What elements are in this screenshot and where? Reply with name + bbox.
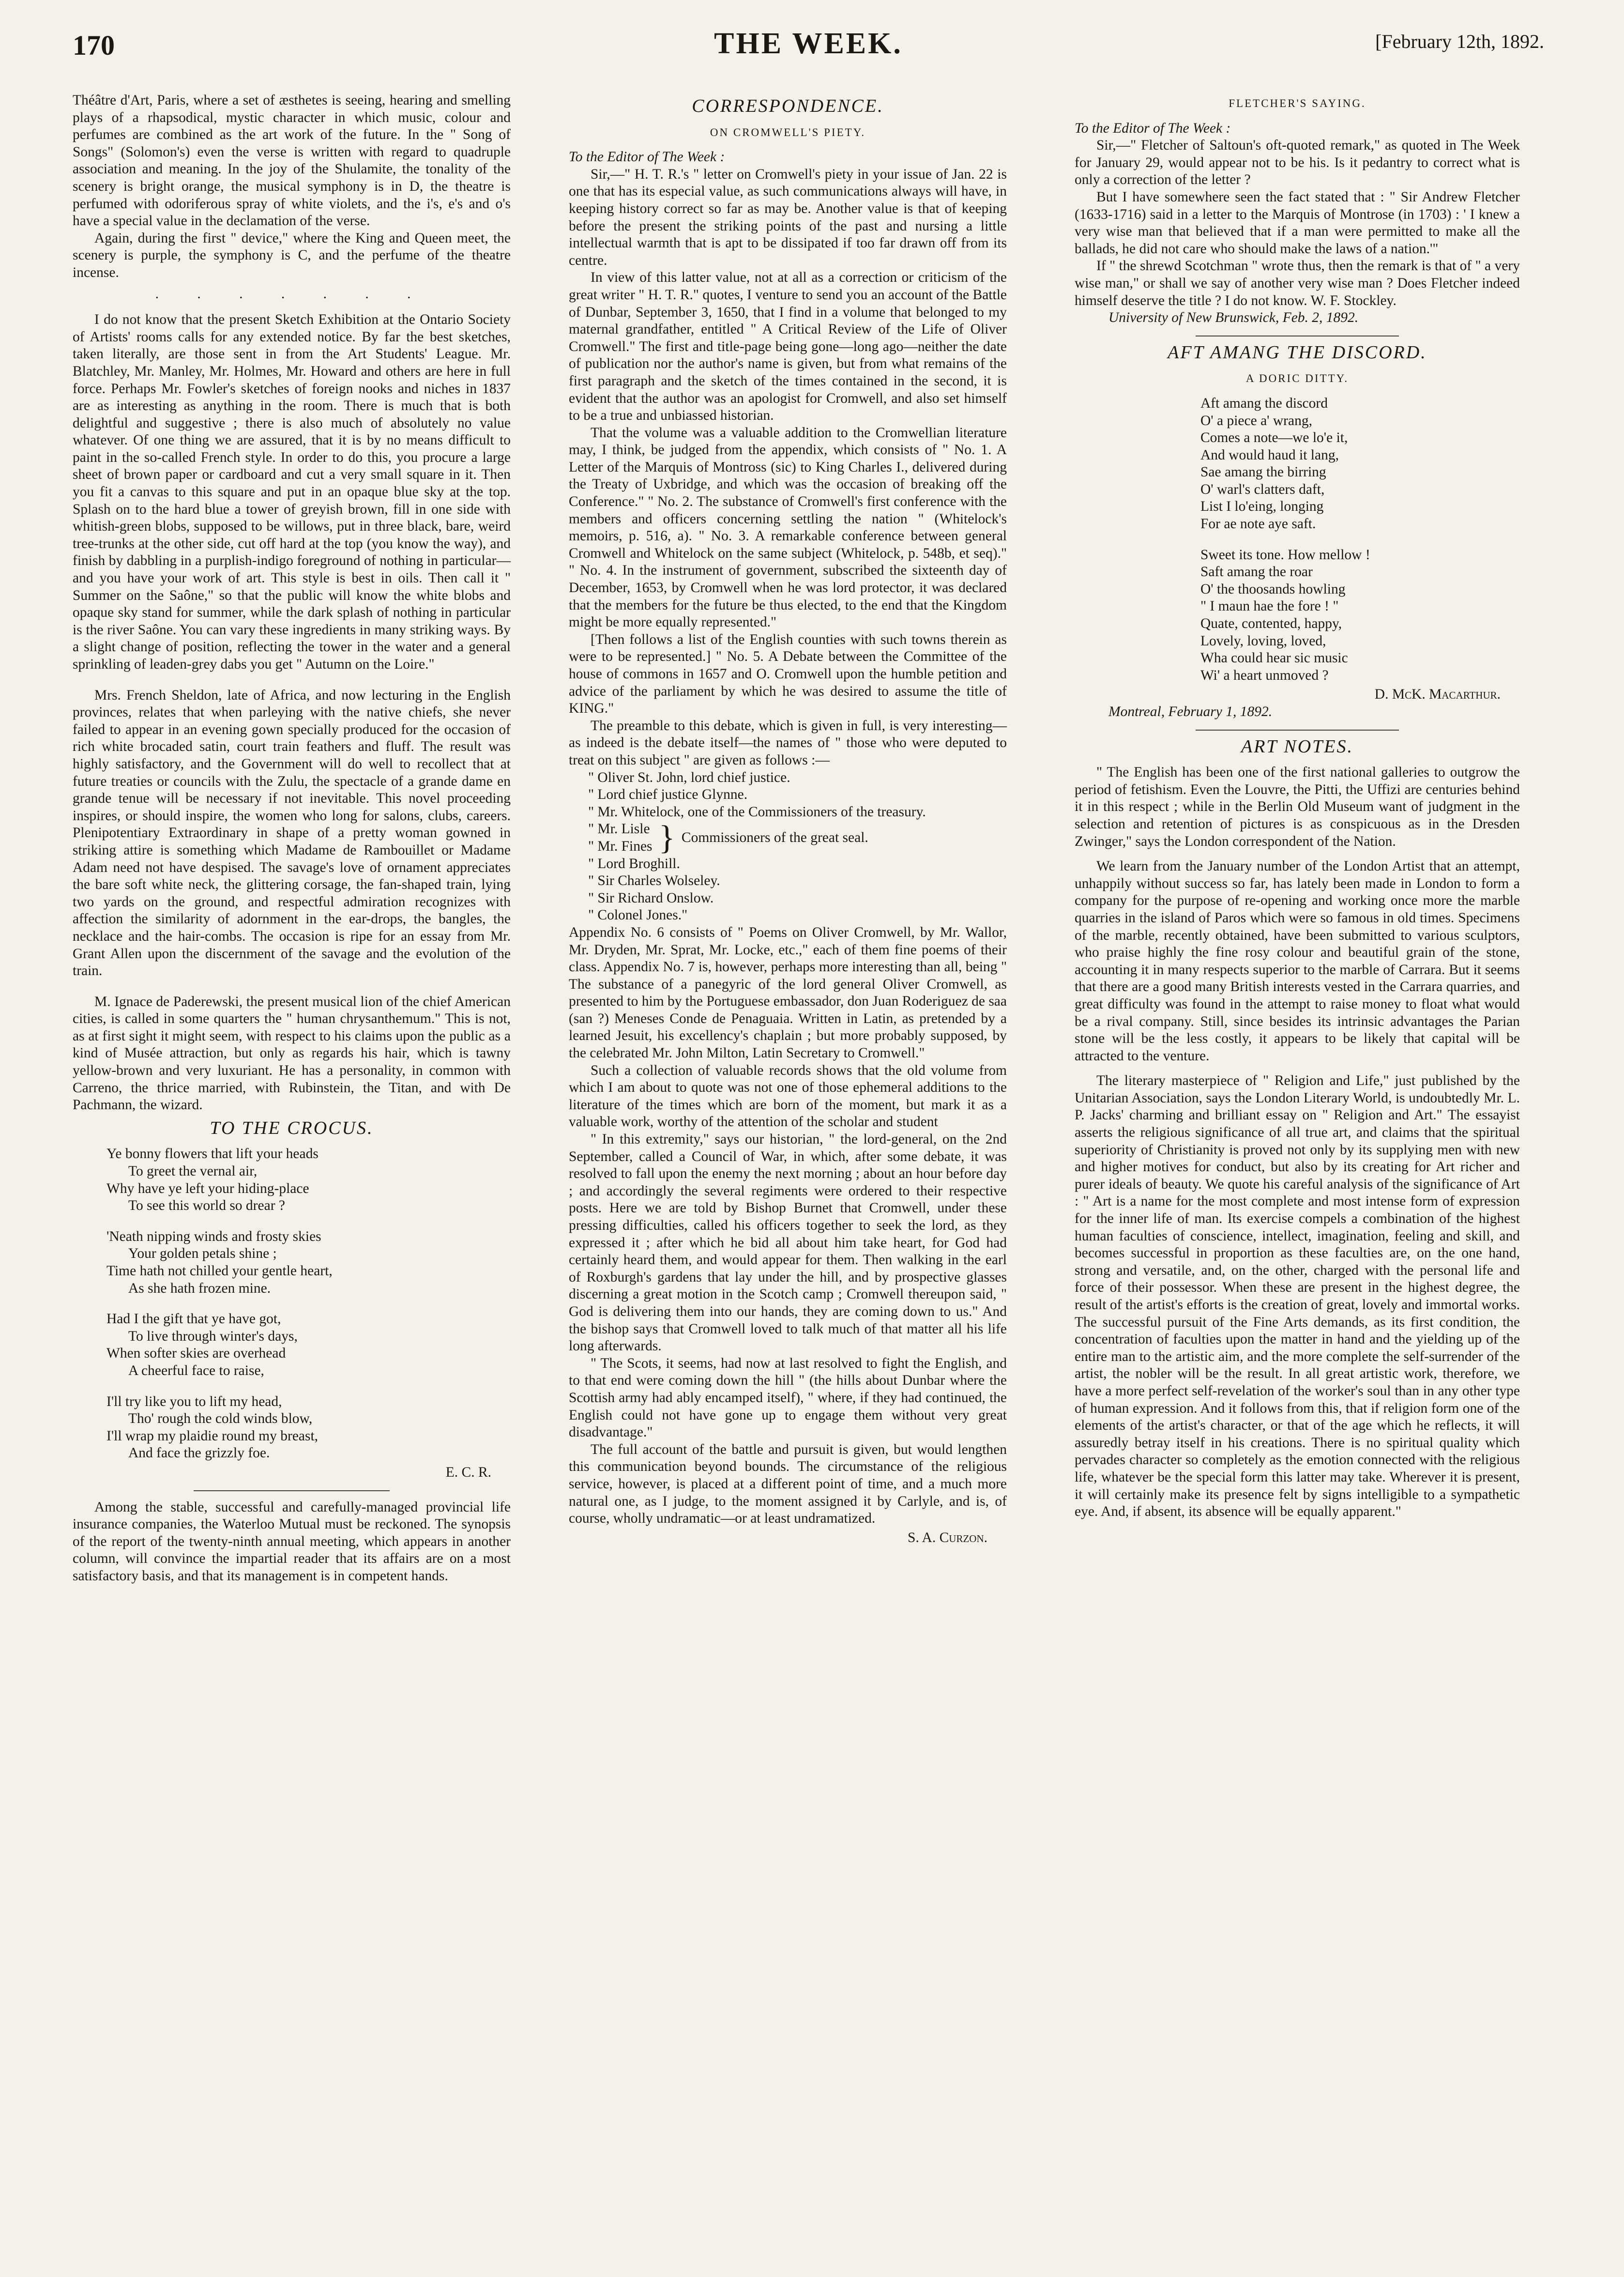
poem-line: And would haud it lang, xyxy=(1200,447,1339,463)
section-dots: . . . . . . . xyxy=(155,286,428,302)
list-item: " Oliver St. John, lord chief justice. xyxy=(588,769,790,785)
paragraph: But I have somewhere seen the fact stated that : " Sir Andrew Fletcher (1633-1716) said in a letter to the Marquis of Montrose (in 1703) : ' I knew a very wise man that believed that if a man were permitted to make all the ballads, he did not care who should make the laws of a nation.'" xyxy=(1075,189,1520,257)
section-heading: ART NOTES. xyxy=(1241,736,1353,757)
poem-line: Quate, contented, happy, xyxy=(1200,616,1342,632)
paragraph: Appendix No. 6 consists of " Poems on Oliver Cromwell, by Mr. Wallor, Mr. Dryden, Mr. Sprat, Mr. Locke, etc.," each of them fine poems of their class. Appendix No. 7 is, however, perhaps more interesting than all, being " The substance of a panegyric of the lord general Oliver Cromwell, as presented to him by the Portuguese embassador, don Juan Roderiguez de saa (san ?) Meneses Conde de Penaguaia. Written in Latin, as pretended by a learned Jesuit, his excellency's chaplain ; but more probably supposed, by the celebrated Mr. John Milton, Latin Secretary to Cromwell." xyxy=(569,924,1007,1061)
divider xyxy=(1196,730,1399,731)
poem-line: I'll try like you to lift my head, xyxy=(106,1393,282,1409)
column-2 xyxy=(569,92,1007,1546)
poem-line: Saft amang the roar xyxy=(1200,564,1313,580)
poem-subtitle: A DORIC DITTY. xyxy=(1245,372,1349,385)
names-list xyxy=(569,769,1007,924)
paragraph: Théâtre d'Art, Paris, where a set of æsthetes is seeing, hearing and smelling plays of a rhapsodical, mystic character in which music, colour and perfumes are combined as the art work of the future. In the " Song of Songs" (Solomon's) even the verse is written with regard to quadruple association and meaning. In the joy of the Shulamite, the tonality of the scenery is bright orange, the musical symphony is in D, the theatre is perfumed with odoriferous spray of white violets, and the i's, e's and o's have a special value in the declamation of the verse. xyxy=(73,92,511,229)
poem xyxy=(73,1146,511,1462)
poem-line: Your golden petals shine ; xyxy=(128,1246,277,1262)
poem-place: Montreal, February 1, 1892. xyxy=(1108,704,1273,719)
poem-line: Ye bonny flowers that lift your heads xyxy=(106,1146,319,1162)
paragraph: Such a collection of valuable records shows that the old volume from which I am about to quote was not one of those ephemeral additions to the literature of the times which are born of the moment, but mark it as a valuable work, worthy of the attention of the scholar and student xyxy=(569,1062,1007,1130)
poem-line: Aft amang the discord xyxy=(1200,395,1328,411)
poem-line: To see this world so drear ? xyxy=(128,1198,285,1214)
poem-line: Why have ye left your hiding-place xyxy=(106,1180,309,1196)
paragraph: Again, during the first " device," where the King and Queen meet, the scenery is purple, the symphony is C, and the perfume of the theatre incense. xyxy=(73,230,511,280)
poem-line: O' a piece a' wrang, xyxy=(1200,413,1312,428)
poem-line: List I lo'eing, longing xyxy=(1200,499,1324,515)
letter-subhead: ON CROMWELL'S PIETY. xyxy=(710,126,866,138)
poem-line: Sae amang the birring xyxy=(1200,464,1326,480)
brace-label: Commissioners of the great seal. xyxy=(681,830,868,846)
poem-line: Had I the gift that ye have got, xyxy=(106,1311,281,1327)
poem-line: " I maun hae the fore ! " xyxy=(1200,598,1339,614)
poem-line: I'll wrap my plaidie round my breast, xyxy=(106,1428,319,1444)
poem-line: And face the grizzly foe. xyxy=(128,1445,270,1461)
poem xyxy=(1075,395,1520,685)
paragraph: M. Ignace de Paderewski, the present musical lion of the chief American cities, is called in some quarters the " human chrysanthemum." This is not, as at first sight it might seem, with respect to his claims upon the public as a kind of Musée attraction, but only as regards his hair, which is tawny yellow-brown and very luxuriant. He has a personality, in common with Carreno, the thrice married, with Rubinstein, the Titan, and with De Pachmann, the wizard. xyxy=(73,993,511,1113)
poem-line: Time hath not chilled your gentle heart, xyxy=(106,1263,333,1279)
poem-signature: D. McK. Macarthur. xyxy=(1374,687,1501,703)
brace-group xyxy=(588,821,1007,855)
letter-signature: S. A. Curzon. xyxy=(908,1529,987,1545)
paragraph: Sir,—" H. T. R.'s " letter on Cromwell's piety in your issue of Jan. 22 is one that has its especial value, as such communications always will have, in keeping history correct so far as may be. Another value is that of keeping before the present the striking points of the past and nursing a little intellectual warmth that is apt to be dissipated if too far drawn off from its centre. xyxy=(569,166,1007,268)
list-item: " Sir Charles Wolseley. xyxy=(588,873,720,889)
poem-title: TO THE CROCUS. xyxy=(210,1117,374,1138)
paragraph: Among the stable, successful and carefully-managed provincial life insurance companies, the Waterloo Mutual must be reckoned. The synopsis of the report of the twenty-ninth annual meeting, which appears in another column, will convince the impartial reader that its affairs are on a most satisfactory basis, and that its management is in competent hands. xyxy=(73,1499,511,1584)
divider xyxy=(194,1490,390,1491)
poem-line: For ae note aye saft. xyxy=(1200,516,1316,532)
list-item: " Sir Richard Onslow. xyxy=(588,890,714,906)
paragraph: [Then follows a list of the English counties with such towns therein as were to be represented.] " No. 5. A Debate between the Committee of the house of commons in 1657 and O. Cromwell upon the humble petition and advice of the parliament by which he was desired to assume the title of KING." xyxy=(569,631,1007,717)
paragraph: Sir,—" Fletcher of Saltoun's oft-quoted remark," as quoted in The Week for January 29, would appear not to be his. Is it pedantry to correct what is only a correction of the letter ? xyxy=(1075,138,1520,188)
paragraph: In view of this latter value, not at all as a correction or criticism of the great writer " H. T. R." quotes, I venture to send you an account of the Battle of Dunbar, September 3, 1650, that I find in a volume that belonged to my maternal grandfather, entitled " A Critical Review of the Life of Oliver Cromwell." The first and title-page being gone—long ago—neither the date of publication nor the author's name is given, but from what remains of the first paragraph and the sketch of the times contained in the second, it is evident that the author was an apologist for Cromwell, and also set himself to be a true and unbiassed historian. xyxy=(569,270,1007,424)
list-item: " Colonel Jones." xyxy=(588,907,688,923)
masthead-title: THE WEEK. xyxy=(714,27,903,60)
issue-date: [February 12th, 1892. xyxy=(1375,31,1544,52)
poem-line: When softer skies are overhead xyxy=(106,1345,286,1361)
page-header xyxy=(73,19,1544,77)
column-1 xyxy=(73,92,511,1585)
poem-line: Wha could hear sic music xyxy=(1200,650,1348,666)
paragraph: " In this extremity," says our historian, " the lord-general, on the 2nd September, called a Council of War, in which, after some debate, it was resolved to fall upon the enemy the next morning ; about an hour before day ; and accordingly the several regiments were ordered to their respective posts. Here we are told by Bishop Burnet that Cromwell, under these pressing difficulties, called his officers together to seek the lord, as they expressed it ; after which he bid all about him take heart, for God had certainly heard them, and would appear for them. Then walking in the earl of Roxburgh's gardens that lay under the hill, and by prospective glasses discerning a great motion in the Scotch camp ; Cromwell thereupon said, " God is delivering them into our hands, they are coming down to us." And the bishop says that Cromwell loved to talk much of that matter all his life long afterwards. xyxy=(569,1131,1007,1354)
poem-line: Tho' rough the cold winds blow, xyxy=(128,1411,313,1427)
section-heading: CORRESPONDENCE. xyxy=(692,96,884,116)
paragraph: " The Scots, it seems, had now at last resolved to fight the English, and to that end were coming down the hill " (the hills about Dunbar where the Scottish army had ably encamped itself), " where, if they had continued, the English could not have gone up to engage them without very great disadvantage." xyxy=(569,1355,1007,1440)
brace-icon: } xyxy=(658,819,675,856)
paragraph: I do not know that the present Sketch Exhibition at the Ontario Society of Artists' rooms calls for any extended notice. By far the best sketches, taken literally, are those sent in from the Art Students' League. Mr. Blatchley, Mr. Manley, Mr. Holmes, Mr. Howard and others are here in full force. Perhaps Mr. Fowler's sketches of foreign nooks and niches in 1837 are as interesting as anything in the room. There is much that is both delightful and suggestive ; there is also much of absolutely no value whatever. Of one thing we are assured, that it is by no means difficult to paint in the so-called French style. In order to do this, you procure a large sheet of brown paper or cardboard and cut a very small square in it. Then you fit a canvas to this square and put in an opaque blue sky at the top. Splash on to the hard blue a tower of greyish brown, fill in one side with whitish-green blobs, supposed to be willows, put in three black, bare, weird tree-trunks at the other side, cut off hard at the top (you know the way), and finish by dabbling in a purplish-indigo foreground of nothing in particular—and you have your work of art. This style is best in oils. Then call it " Summer on the Saône," so that the public will know the white blobs and opaque sky stand for summer, while the dark splash of nothing in particular is the river Saône. You can vary these ingredients in many striking ways. By a slight change of position, reflecting the tower in the water and a general sprinkling of leaden-grey dabs you get " Autumn on the Loire." xyxy=(73,312,511,672)
poem-line: Wi' a heart unmoved ? xyxy=(1200,667,1329,683)
poem-line: Comes a note—we lo'e it, xyxy=(1200,430,1348,446)
poem-line: O' warl's clatters daft, xyxy=(1200,481,1325,497)
paragraph: " The English has been one of the first national galleries to outgrow the period of fetishism. Even the Louvre, the Pitti, the Uffizi are centuries behind it in this respect ; while in the Berlin Old Museum want of judgment in the selection and retention of pictures is as conspicuous as in the Dresden Zwinger," says the London correspondent of the Nation. xyxy=(1075,764,1520,849)
poem-line: A cheerful face to raise, xyxy=(128,1362,264,1378)
list-item: " Mr. Whitelock, one of the Commissioners of the treasury. xyxy=(588,804,926,820)
poem-line: Lovely, loving, loved, xyxy=(1200,633,1326,649)
column-3 xyxy=(1075,92,1520,1521)
salutation: To the Editor of The Week : xyxy=(569,149,725,165)
paragraph: The literary masterpiece of " Religion and Life," just published by the Unitarian Association, says the London Literary World, is undoubtedly Mr. L. P. Jacks' charming and brilliant essay on " Religion and Art." The essayist asserts the religious significance of all true art, and claims that the spiritual superiority of Christianity is proved not only by its supplying men with new and higher motives for conduct, but also by its creating for Art richer and purer ideals of beauty. We quote his careful analysis of the significance of Art : " Art is a name for the most complete and most intense form of expression for the inner life of man. Its exercise compels a combination of the highest human faculties of conscience, intellect, imagination, feeling and skill, and becomes successful in proportion as these faculties are, on the one hand, strong and versatile, and, on the other, charged with the personal life and force of their possessor. When these are present in the highest degree, the result of the artist's efforts is the creation of great, lovely and immortal works. The successful pursuit of the Fine Arts demands, as its first condition, the concentration of faculties upon the matter in hand and the yielding up of the entire man to the artistic aim, and the more complete the self-surrender of the artist, the nobler will be the result. In all great artistic work, therefore, we have a more perfect self-revelation of the worker's soul than in any other type of human expression. And it follows from this, that if religion form one of the elements of the artist's character, or that of the age which he reflects, it will assuredly betray itself in his creations. There is no spiritual quality which pervades character so completely as the emotion connected with the religious life, whatever be the special form this latter may take. Wherever it is present, it will certainly make its presence felt by signs intelligible to a sympathetic eye. And, if absent, its absence will be equally apparent." xyxy=(1075,1073,1520,1520)
poem-line: As she hath frozen mine. xyxy=(128,1280,271,1296)
paragraph: That the volume was a valuable addition to the Cromwellian literature may, I think, be judged from the appendix, which consists of " No. 1. A Letter of the Marquis of Montross (sic) to King Charles I., delivered during the Treaty of Uxbridge, and which was the occasion of breaking off the Conference." " No. 2. The substance of Cromwell's first conference with the members and officers concerning settling the nation " (Whitelock's memoirs, p. 516, a). " No. 3. A remarkable conference between general Cromwell and Whitelock on the same subject (Whitelock, p. 548b, et seq)." " No. 4. In the instrument of government, subscribed the sixteenth day of December, 1653, by Cromwell when he was lord protector, it was declared that the members for the future be thus elected, to the end that the Kingdom might be more equally represented." xyxy=(569,425,1007,630)
list-item: " Mr. Lisle xyxy=(588,821,650,837)
brace-names xyxy=(588,821,653,855)
list-item: " Lord Broghill. xyxy=(588,856,680,871)
paragraph: The preamble to this debate, which is given in full, is very interesting—as indeed is the debate itself—the names of " those who were deputed to treat on this subject " are given as follows :— xyxy=(569,718,1007,768)
letter-place: University of New Brunswick, Feb. 2, 1892. xyxy=(1108,310,1359,326)
poem-line: Sweet its tone. How mellow ! xyxy=(1200,547,1370,563)
poem-title: AFT AMANG THE DISCORD. xyxy=(1168,342,1427,363)
poem-signature: E. C. R. xyxy=(445,1464,491,1480)
paragraph: If " the shrewd Scotchman " wrote thus, then the remark is that of " a very wise man," or shall we say of another very wise man ? Does Fletcher indeed himself deserve the title ? I do not know. W. F. Stockley. xyxy=(1075,258,1520,308)
paragraph: The full account of the battle and pursuit is given, but would lengthen this communication beyond bounds. The circumstance of the religious service, however, is placed at a different point of time, and a much more natural one, as I judge, to the moment assigned it by Carlyle, and is, of course, wholly undramatic—or at least undramatized. xyxy=(569,1441,1007,1527)
letter-subhead: FLETCHER'S SAYING. xyxy=(1229,97,1366,109)
page-number: 170 xyxy=(73,30,115,61)
poem-line: 'Neath nipping winds and frosty skies xyxy=(106,1228,321,1244)
list-item: " Mr. Fines xyxy=(588,838,653,854)
poem-line: O' the thoosands howling xyxy=(1200,581,1346,597)
poem-line: To greet the vernal air, xyxy=(128,1163,258,1179)
paragraph: We learn from the January number of the London Artist that an attempt, unhappily without success so far, has lately been made in London to form a company for the purpose of re-opening and working once more the marble quarries in the island of Paros which were so famous in old times. Specimens of the marble, recently obtained, have been submitted to various sculptors, who praise highly the fine rosy colour and beautiful grain of the stone, accounting it in many respects superior to the marble of Carrara. But it seems that there are a good many British interests vested in the Carrara quarries, and great difficulty was found in the attempt to raise money to float what would be a rival company. Still, since besides its intrinsic advantages the Parian stone will be the less costly, it appears to be likely that capital will be attracted to the venture. xyxy=(1075,858,1520,1064)
list-item: " Lord chief justice Glynne. xyxy=(588,787,748,803)
poem-line: To live through winter's days, xyxy=(128,1328,298,1344)
paragraph: Mrs. French Sheldon, late of Africa, and now lecturing in the English provinces, relates that when parleying with the native chiefs, she never failed to appear in an evening gown specially produced for the occasion of rich white brocaded satin, court train feathers and fluff. The result was highly satisfactory, and the Government will do well to recollect that at future treaties or councils with the Zulu, the spectacle of a grande dame en grande tenue will be necessary if not inevitable. This novel proceeding inspires, or should inspire, the women who long for salons, clubs, careers. Plenipotentiary Extraordinary in shape of a pretty woman gowned in striking attire is something which Madame de Rambouillet or Madame Adam need not have despised. The savage's love of ornament appreciates the bare soft white neck, the glittering corsage, the fan-shaped train, lying two yards on the ground, and respectful admiration recognizes with affection the similarity of adornment in the ear-drops, the bangles, the necklace and the hair-combs. The occasion is ripe for an essay from Mr. Grant Allen upon the discernment of the savage and the evolution of the train. xyxy=(73,687,511,979)
salutation: To the Editor of The Week : xyxy=(1075,120,1231,136)
